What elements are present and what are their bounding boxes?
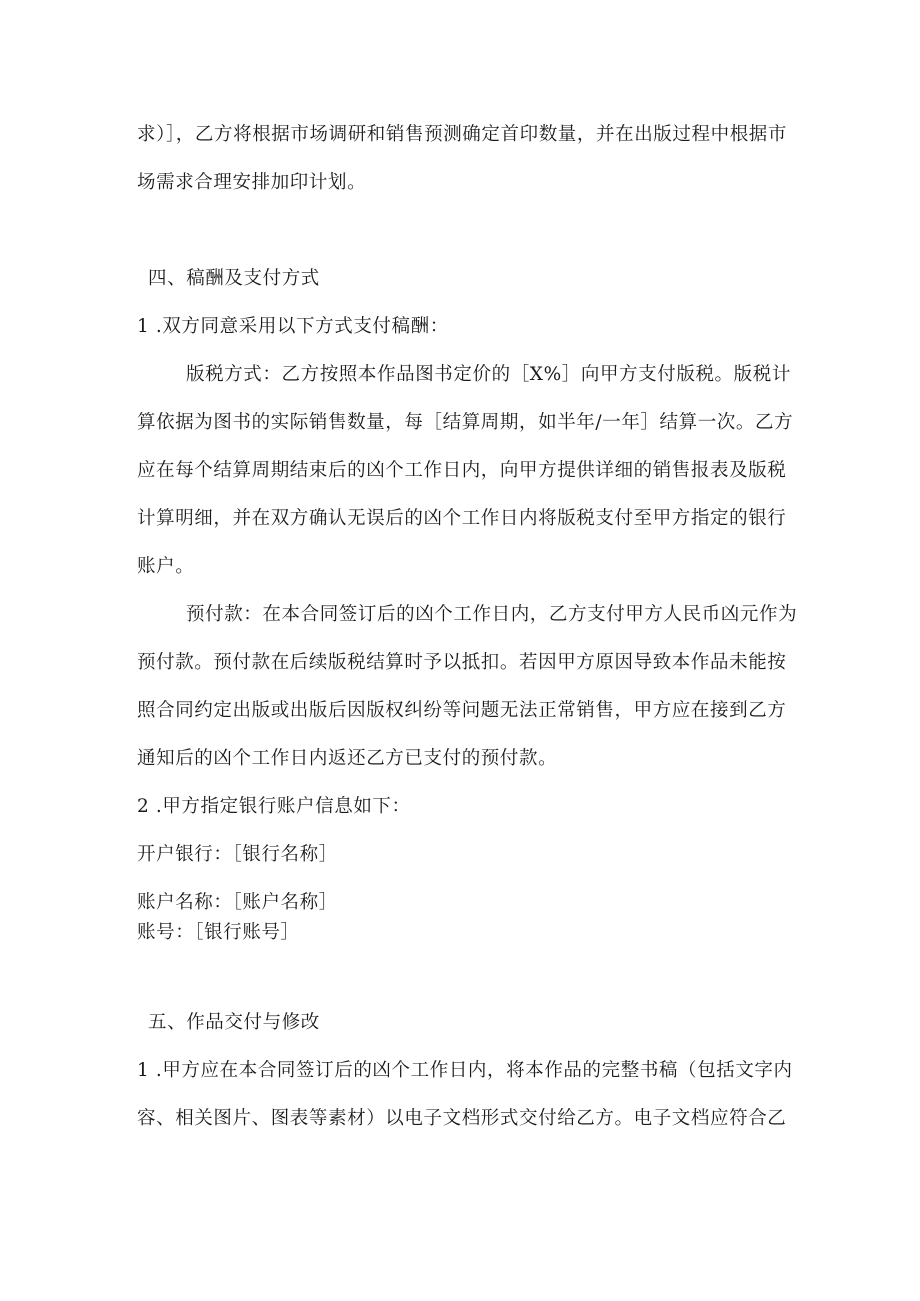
paragraph-line: 照合同约定出版或出版后因版权纠纷等问题无法正常销售，甲方应在接到乙方 bbox=[137, 700, 787, 721]
paragraph-line: 预付款。预付款在后续版税结算时予以抵扣。若因甲方原因导致本作品未能按 bbox=[137, 652, 787, 673]
section-heading: 五、作品交付与修改 bbox=[148, 1012, 320, 1033]
paragraph-line: 计算明细，并在双方确认无误后的凶个工作日内将版税支付至甲方指定的银行 bbox=[137, 508, 787, 529]
paragraph-line: 算依据为图书的实际销售数量，每［结算周期，如半年/一年］结算一次。乙方 bbox=[137, 412, 794, 433]
section-heading: 四、稿酬及支付方式 bbox=[148, 268, 320, 289]
bank-name-line: 开户银行：［银行名称］ bbox=[137, 844, 338, 865]
paragraph-line: 1 .甲方应在本合同签订后的凶个工作日内，将本作品的完整书稿（包括文字内 bbox=[137, 1060, 793, 1081]
account-name-line: 账户名称：［账户名称］ bbox=[137, 892, 338, 913]
paragraph-line: 求）］，乙方将根据市场调研和销售预测确定首印数量，并在出版过程中根据市 bbox=[137, 124, 788, 145]
paragraph-line: 账户。 bbox=[137, 556, 195, 577]
account-number-line: 账号：［银行账号］ bbox=[137, 922, 300, 943]
list-item-label: 1 .双方同意采用以下方式支付稿酬： bbox=[137, 316, 449, 337]
paragraph-line: 场需求合理安排加印计划。 bbox=[137, 172, 367, 193]
paragraph-line: 容、相关图片、图表等素材）以电子文档形式交付给乙方。电子文档应符合乙 bbox=[137, 1108, 787, 1129]
paragraph-line: 预付款：在本合同签订后的凶个工作日内，乙方支付甲方人民币凶元作为 bbox=[186, 604, 798, 625]
paragraph-line: 版税方式：乙方按照本作品图书定价的［X%］向甲方支付版税。版税计 bbox=[186, 364, 791, 385]
paragraph-line: 通知后的凶个工作日内返还乙方已支付的预付款。 bbox=[137, 748, 558, 769]
paragraph-line: 应在每个结算周期结束后的凶个工作日内，向甲方提供详细的销售报表及版税 bbox=[137, 460, 787, 481]
list-item-label: 2 .甲方指定银行账户信息如下： bbox=[137, 796, 411, 817]
